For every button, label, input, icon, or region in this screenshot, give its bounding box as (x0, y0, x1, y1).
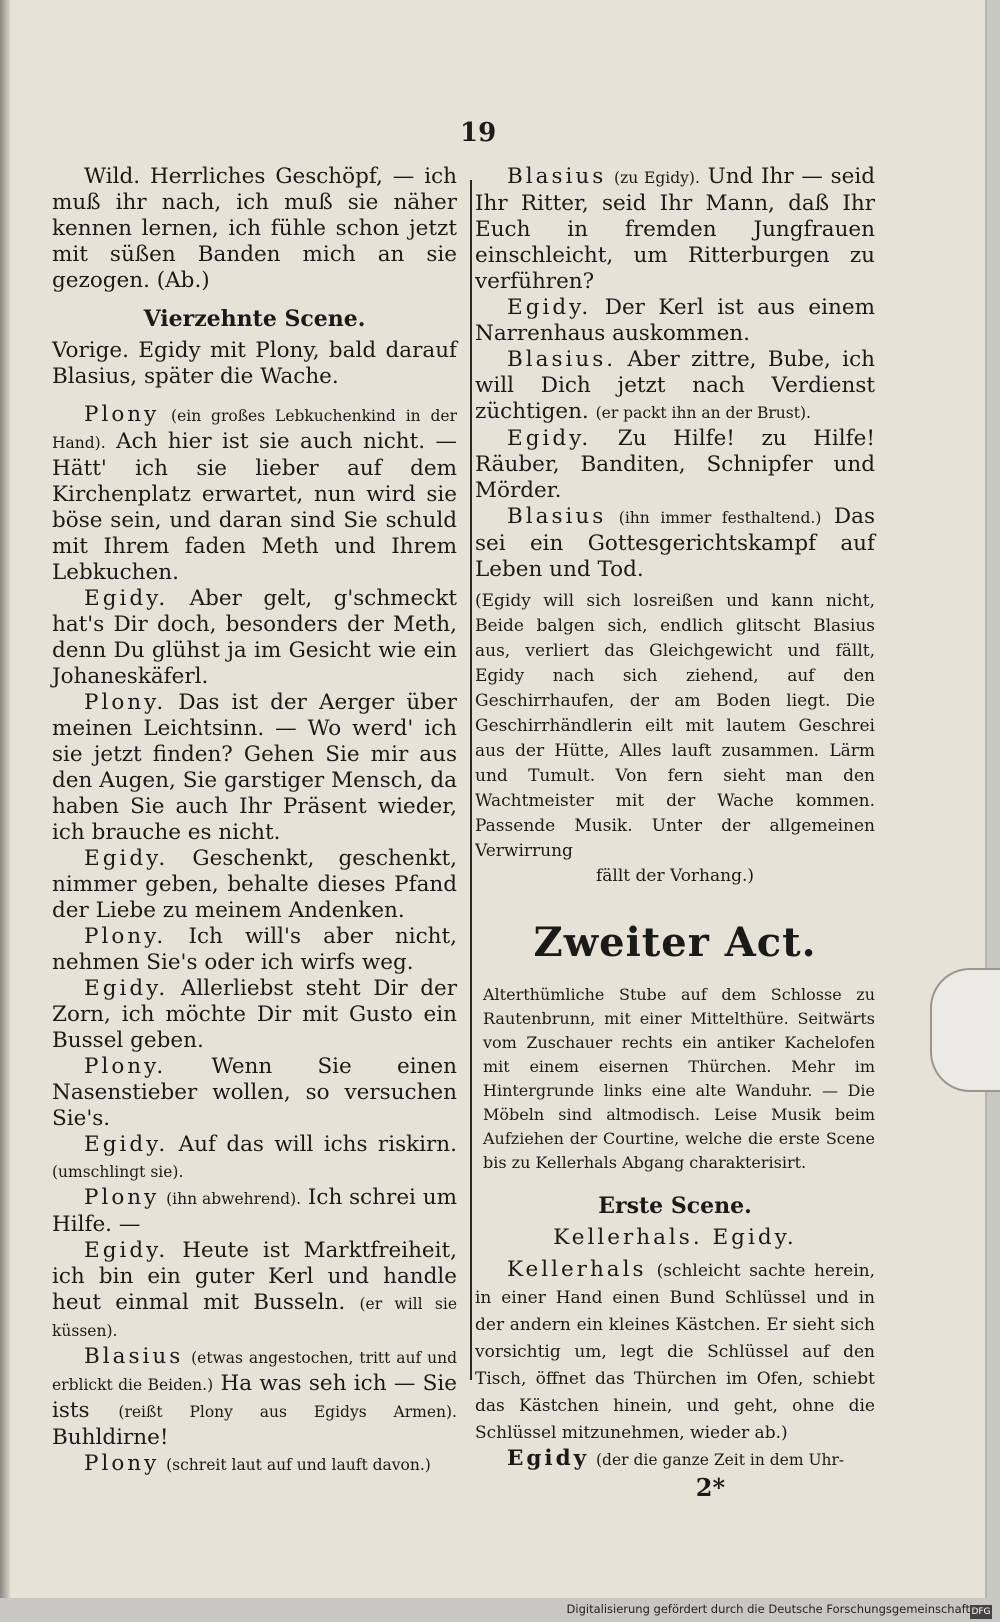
speech-blasius-1 (52, 1344, 457, 1451)
speaker-name: Egidy. (507, 426, 592, 451)
speaker-name: Blasius (507, 164, 607, 189)
stage-direction: (schleicht sachte herein, in einer Hand einen Bund Schlüssel und in der andern ein kleines Kästchen. Er sieht sich vorsichtig um, legt die Schlüssel auf den Tisch, öffnet das Thürchen im Ofen, schiebt das Kästchen hinein, und geht, ohne die Schlüssel mitzunehmen, wieder ab.) (475, 1261, 875, 1443)
speech-plony-3 (52, 924, 457, 976)
speaker-name: Kellerhals (507, 1257, 647, 1282)
speech-egidy-1 (52, 586, 457, 690)
speech-blasius-4 (475, 504, 875, 583)
speaker-name: Egidy. (84, 976, 169, 1001)
speech-plony-1 (52, 402, 457, 586)
speaker-name: Plony (84, 1451, 160, 1476)
act-title: Zweiter Act. (533, 919, 817, 966)
stage-direction: (ihn immer festhaltend.) (618, 509, 822, 527)
speech-text: Wenn Sie einen Nasenstieber wollen, so versuchen Sie's. (52, 1054, 458, 1131)
speaker-name: Blasius (84, 1344, 184, 1369)
speech-blasius-2 (475, 164, 875, 295)
speech-text: Und Ihr — seid Ihr Ritter, seid Ihr Mann, daß Ihr Euch in fremden Jungfrauen einschleicht, um Ritterburgen zu verführen? (475, 164, 875, 294)
speaker-name: Plony. (84, 924, 167, 949)
scene-heading-14: Vierzehnte Scene. (143, 306, 366, 332)
left-column (52, 164, 457, 1478)
wild-speech (52, 164, 457, 294)
speech-text: Buhldirne! (52, 1425, 169, 1450)
speaker-name: Egidy. (507, 295, 592, 320)
speaker-name: Plony (84, 1185, 160, 1210)
setting-description: Alterthümliche Stube auf dem Schlosse zu Rautenbrunn, mit einer Mittelthüre. Seitwärts vom Zuschauer rechts ein antiker Kachelofen mit einem eisernen Thürchen. Mehr im Hintergrunde links eine alte Wanduhr. — Die Möbeln sind altmodisch. Leise Musik beim Aufziehen der Courtine, welche die erste Scene bis zu Kellerhals Abgang charakterisirt. (483, 985, 875, 1172)
speech-kellerhals (475, 1257, 875, 1446)
speaker-name: Egidy. (84, 1238, 169, 1263)
speech-text: Das ist der Aerger über meinen Leichtsinn. — Wo werd' ich sie jetzt finden? Gehen Sie mir aus den Augen, Sie garstiger Mensch, da haben Sie auch Ihr Präsent wieder, ich brauche es nicht. (52, 690, 457, 845)
page-gutter-shadow (0, 0, 10, 1598)
speaker-name: Plony (84, 402, 160, 427)
stage-direction: (reißt Plony aus Egidys Armen). (118, 1403, 457, 1421)
footer-text: Digitalisierung gefördert durch die Deutsche Forschungsgemeinschaft (566, 1602, 970, 1616)
stage-direction: (etwas angestochen, tritt auf und erblickt die Beiden.) (52, 1349, 457, 1394)
speech-text: Ha was seh ich — Sie ists (52, 1371, 457, 1423)
cast-list: Vorige. Egidy mit Plony, bald darauf Blasius, später die Wache. (52, 338, 457, 389)
speaker-name: Egidy. (84, 586, 169, 611)
stage-direction: (umschlingt sie). (52, 1163, 184, 1181)
speech-text: Auf das will ichs riskirn. (178, 1132, 457, 1157)
speaker-name: Egidy. (84, 846, 169, 871)
speech-text: Das sei ein Gottesgerichtskampf auf Leben und Tod. (475, 504, 875, 582)
column-divider (470, 180, 472, 1380)
speech-plony-2 (52, 690, 457, 846)
speech-plony-5 (52, 1185, 457, 1238)
speaker-name: Blasius. (507, 347, 617, 372)
curtain-falls: fällt der Vorhang.) (595, 866, 755, 886)
speech-text: Der Kerl ist aus einem Narrenhaus auskommen. (475, 295, 875, 346)
stage-direction: (schreit laut auf und lauft davon.) (166, 1456, 431, 1474)
speech-text: Ich will's aber nicht, nehmen Sie's oder ich wirfs weg. (52, 924, 457, 975)
speech-egidy-6 (475, 295, 875, 347)
signature-mark: 2* (695, 1473, 725, 1502)
speech-text: Ich schrei um Hilfe. — (52, 1185, 458, 1237)
speech-text: Zu Hilfe! zu Hilfe! Räuber, Banditen, Schnipfer und Mörder. (475, 426, 875, 503)
page-number: 19 (460, 118, 497, 148)
stage-direction: (er packt ihn an der Brust). (595, 404, 811, 422)
speech-egidy-7 (475, 426, 875, 504)
speech-text: Ach hier ist sie auch nicht. — Hätt' ich sie lieber auf dem Kirchenplatz erwartet, nun wird sie böse sein, und daran sind Sie schuld mit Ihrem faden Meth und Ihrem Lebkuchen. (52, 429, 457, 585)
dfg-logo: DFG (971, 1607, 991, 1617)
speech-egidy-3 (52, 976, 457, 1054)
speech-blasius-3 (475, 347, 875, 426)
speaker-name: Blasius (507, 504, 607, 529)
footer (0, 1602, 1000, 1622)
speaker-name: Plony. (84, 690, 167, 715)
speech-plony-6 (52, 1451, 457, 1478)
wild-text: Wild. Herrliches Geschöpf, — ich muß ihr nach, ich muß sie näher kennen lernen, ich fühle schon jetzt mit süßen Banden mich an sie gezogen. (Ab.) (52, 164, 457, 293)
stage-direction-block: (Egidy will sich losreißen und kann nicht, Beide balgen sich, endlich glitscht Blasius aus, verliert das Gleichgewicht und fällt, Egidy nach sich ziehend, auf den Geschirrhaufen, der am Boden liegt. Die Geschirrhändlerin eilt mit lautem Geschrei aus der Hütte, Alles lauft zusammen. Lärm und Tumult. Von fern sieht man den Wachtmeister mit der Wache kommen. Passende Musik. Unter der allgemeinen Verwirrung (475, 591, 875, 861)
cast-list-scene-1: Kellerhals. Egidy. (553, 1225, 797, 1250)
speech-egidy-4 (52, 1132, 457, 1185)
stage-direction: (zu Egidy). (614, 169, 700, 187)
stage-direction: (ein großes Lebkuchenkind in der Hand). (52, 407, 457, 452)
stage-direction: (er will sie küssen). (52, 1295, 457, 1340)
stage-direction: (der die ganze Zeit in dem Uhr- (595, 1451, 845, 1469)
speaker-name: Egidy. (84, 1132, 169, 1157)
speech-text: Heute ist Marktfreiheit, ich bin ein guter Kerl und handle heut einmal mit Busseln. (52, 1238, 457, 1315)
speaker-name: Plony. (84, 1054, 167, 1079)
right-column (475, 164, 875, 1501)
page-tab-marker (930, 968, 1000, 1092)
speech-text: Allerliebst steht Dir der Zorn, ich möchte Dir mit Gusto ein Bussel geben. (52, 976, 457, 1053)
scene-heading-1: Erste Scene. (598, 1193, 752, 1219)
speech-egidy-8 (475, 1446, 875, 1473)
speech-text: Aber zittre, Bube, ich will Dich jetzt nach Verdienst züchtigen. (475, 347, 875, 424)
speech-text: Aber gelt, g'schmeckt hat's Dir doch, besonders der Meth, denn Du glühst ja im Gesicht wie ein Johaneskäferl. (52, 586, 457, 689)
speech-plony-4 (52, 1054, 457, 1132)
speech-egidy-5 (52, 1238, 457, 1344)
speech-egidy-2 (52, 846, 457, 924)
speech-text: Geschenkt, geschenkt, nimmer geben, behalte dieses Pfand der Liebe zu meinem Andenken. (52, 846, 457, 923)
stage-direction: (ihn abwehrend). (166, 1190, 302, 1208)
speaker-name: Egidy (507, 1446, 590, 1471)
